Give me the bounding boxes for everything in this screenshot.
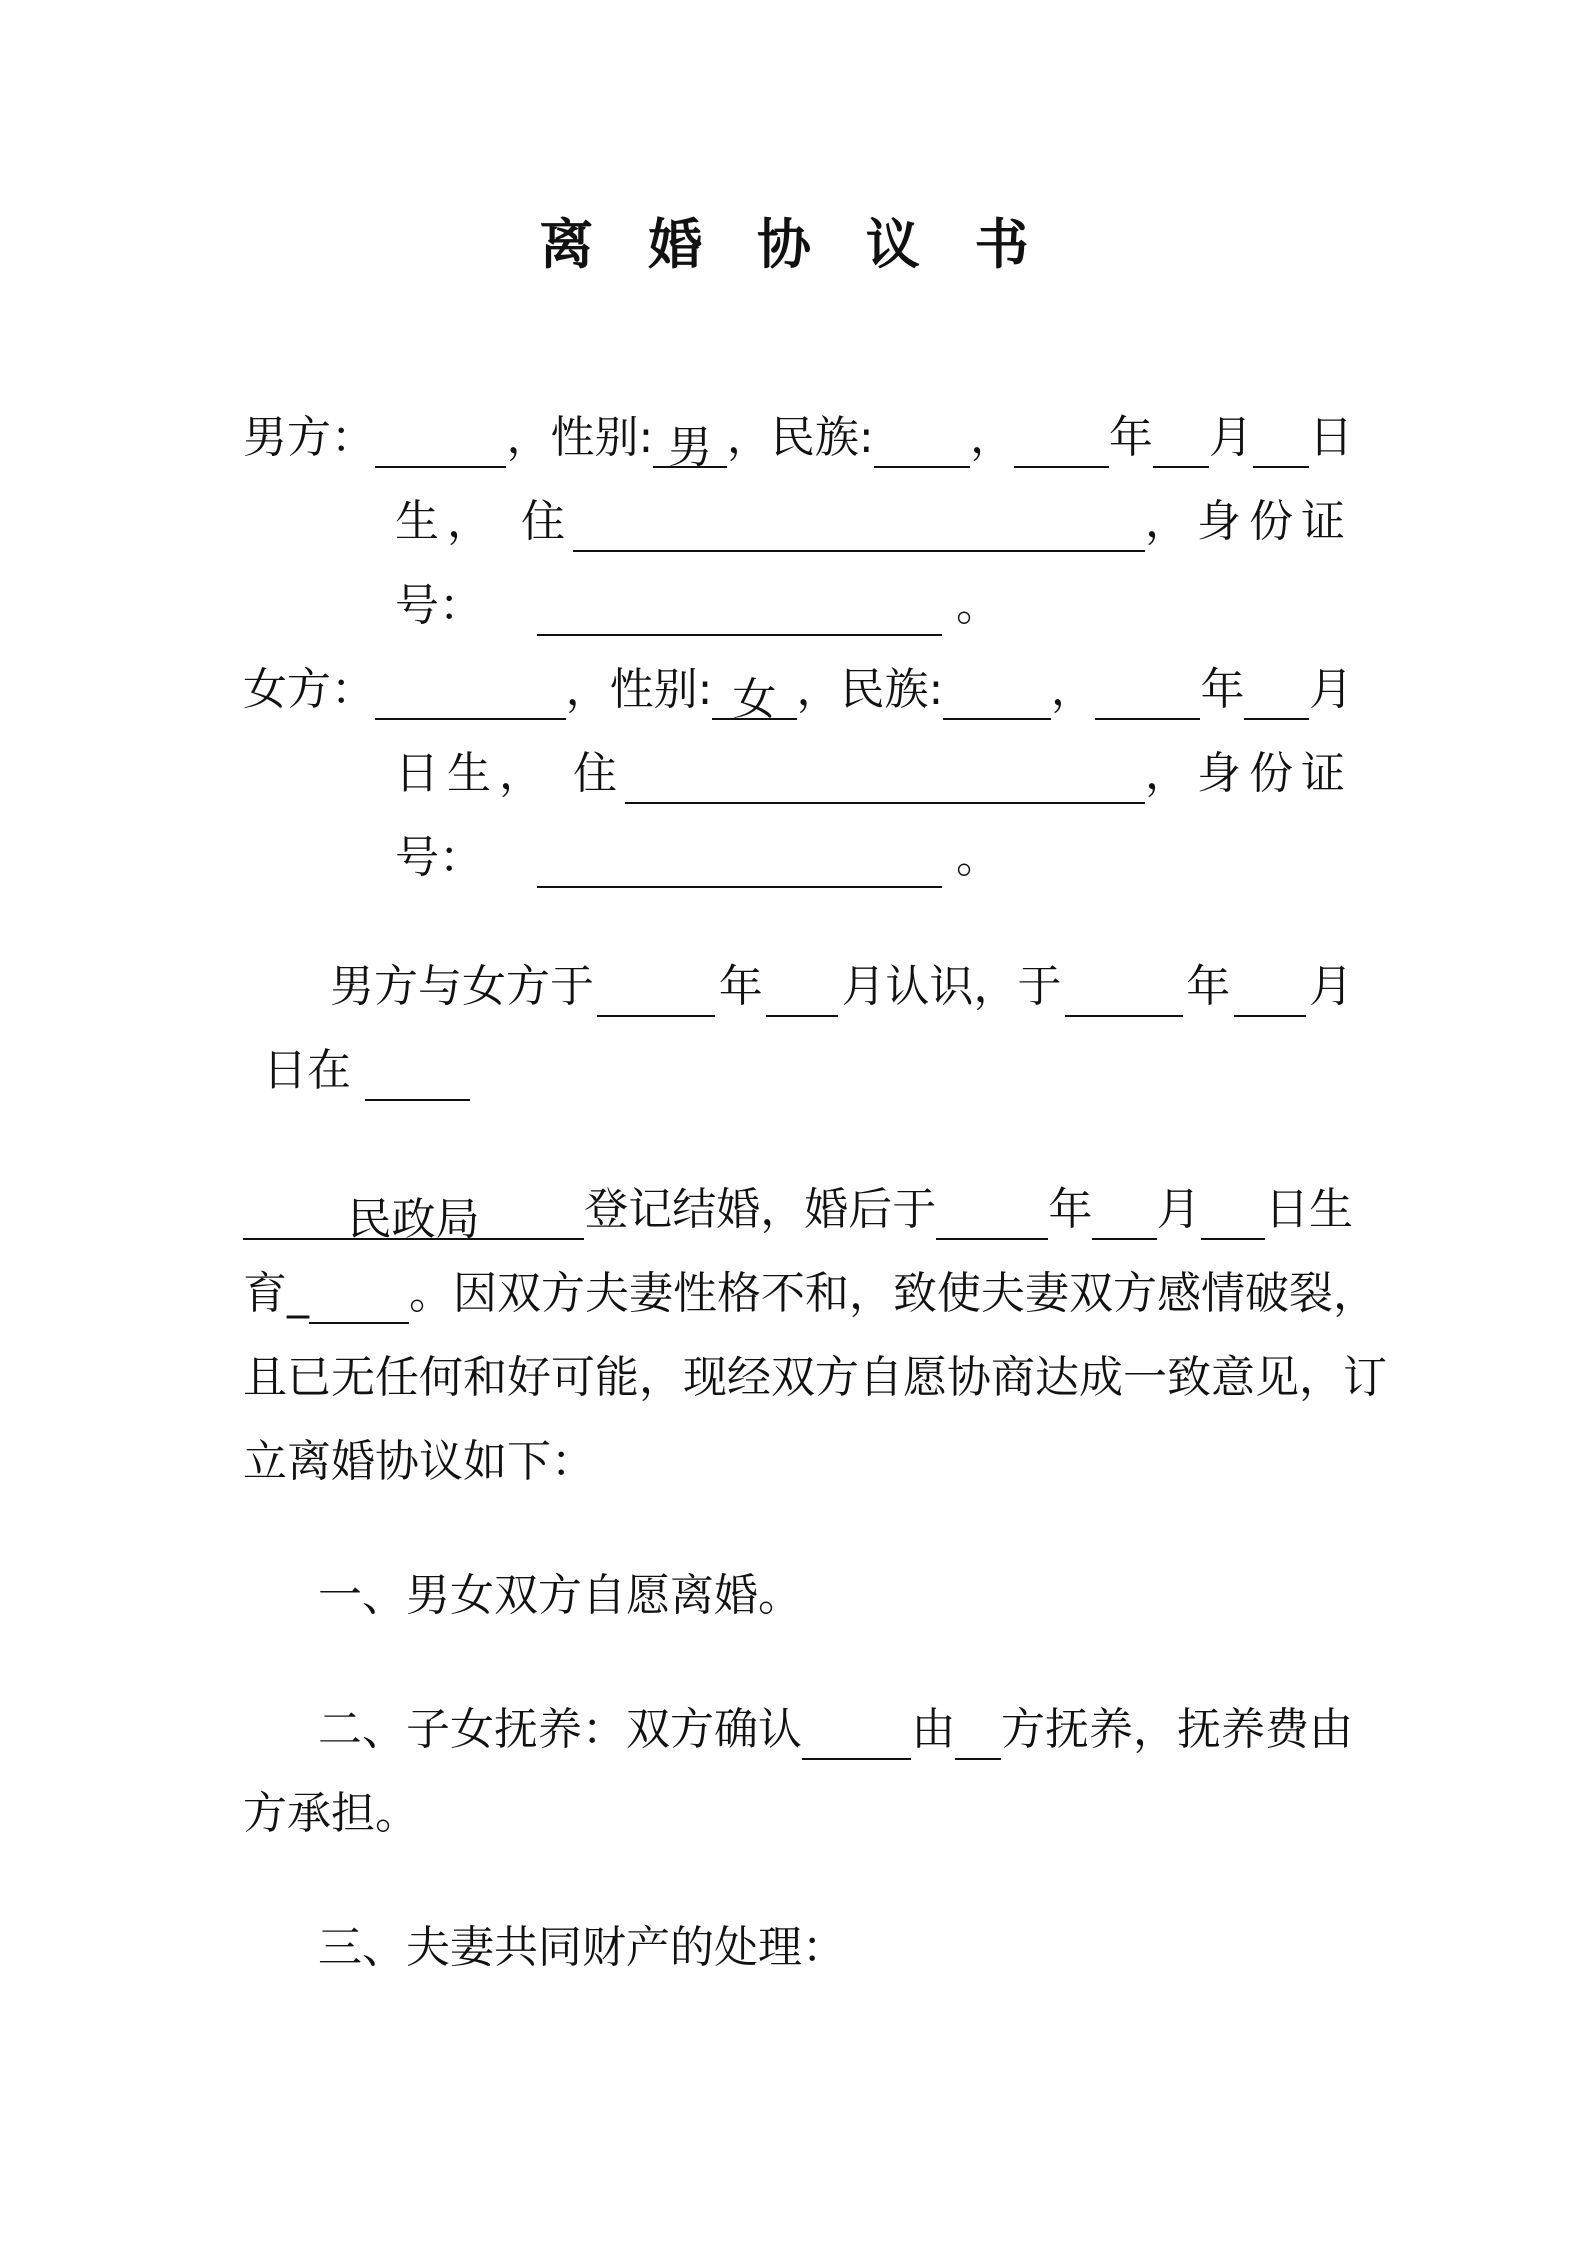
- male-birth-month-blank[interactable]: [1153, 418, 1209, 468]
- female-id-number-blank[interactable]: [537, 838, 942, 888]
- clause-1-text: 一、男女双方自愿离婚。: [318, 1570, 802, 1621]
- male-birth-day-blank[interactable]: [1253, 418, 1309, 468]
- clause-1: [318, 1566, 1353, 1626]
- male-id-label-2: 号：: [395, 580, 483, 631]
- clause-3: [318, 1918, 1353, 1978]
- document-title: 离 婚 协 议 书: [539, 213, 1047, 276]
- female-comma: ，: [1050, 664, 1095, 715]
- female-info-line-2: [395, 744, 1353, 804]
- clause-3-text: 三、夫妻共同财产的处理：: [318, 1922, 846, 1973]
- marry-year-blank[interactable]: [1065, 967, 1183, 1017]
- male-year-label: 年: [1108, 412, 1153, 463]
- marriage-line-2: [263, 1041, 663, 1101]
- female-name-blank[interactable]: [375, 670, 566, 720]
- marriage-line-3: [243, 1180, 1353, 1245]
- female-gender-value: 女: [712, 670, 796, 720]
- female-year-label: 年: [1200, 664, 1245, 715]
- meet-year-label: 年: [718, 961, 763, 1012]
- marry-month-label: 月: [1309, 961, 1353, 1012]
- marriage-text-a: 男方与女方于: [330, 961, 594, 1012]
- birth-day-blank[interactable]: [1201, 1190, 1265, 1240]
- children-blank[interactable]: [309, 1274, 409, 1324]
- male-birth-year-blank[interactable]: [1014, 418, 1109, 468]
- male-name-blank[interactable]: [375, 418, 506, 468]
- male-end-mark: 。: [956, 580, 1000, 631]
- female-ethnicity-label: ，民族:: [796, 664, 944, 715]
- male-address-blank[interactable]: [573, 502, 1145, 552]
- female-id-label-2: 号：: [395, 832, 483, 883]
- birth-month-blank[interactable]: [1092, 1190, 1156, 1240]
- marry-year-label: 年: [1186, 961, 1231, 1012]
- marry-day-at-label: 日在: [263, 1045, 351, 1096]
- marry-month-blank[interactable]: [1234, 967, 1306, 1017]
- meet-month-label: 月认识，于: [841, 961, 1062, 1012]
- male-ethnicity-blank[interactable]: [874, 418, 970, 468]
- female-label: 女方：: [243, 664, 375, 715]
- clause-2-text-a: 二、子女抚养：双方确认: [318, 1704, 802, 1755]
- male-day-label: 日: [1309, 412, 1353, 463]
- birth-year-label: 年: [1048, 1184, 1093, 1235]
- child-name-blank[interactable]: [802, 1710, 911, 1760]
- birth-year-blank[interactable]: [936, 1190, 1048, 1240]
- female-info-line-3: [395, 828, 1353, 888]
- marriage-line-1: [330, 957, 1353, 1017]
- female-address-blank[interactable]: [625, 754, 1145, 804]
- clause-2-text-b: 由: [911, 1704, 956, 1755]
- marriage-line-5: [243, 1348, 1387, 1408]
- female-born-live-label: 日生， 住: [395, 748, 625, 799]
- male-id-number-blank[interactable]: [537, 586, 942, 636]
- male-id-label: ，身份证: [1145, 496, 1353, 547]
- male-info-line-1: [243, 408, 1353, 473]
- female-id-label: ，身份证: [1145, 748, 1353, 799]
- female-ethnicity-blank[interactable]: [943, 670, 1051, 720]
- agreement-text: 且已无任何和好可能，现经双方自愿协商达成一致意见，订: [243, 1352, 1387, 1403]
- male-born-live-label: 生， 住: [395, 496, 573, 547]
- male-month-label: 月: [1208, 412, 1253, 463]
- custody-party-blank[interactable]: [955, 1710, 1001, 1760]
- marriage-line-4: [243, 1264, 1377, 1324]
- female-end-mark: 。: [956, 832, 1000, 883]
- marry-place-blank[interactable]: [365, 1051, 470, 1101]
- bureau-label: 民政局: [347, 1194, 480, 1245]
- agreement-intro: 立离婚协议如下：: [243, 1436, 595, 1487]
- registered-label: 登记结婚，婚后于: [584, 1184, 937, 1235]
- birth-day-label: 日生: [1265, 1184, 1353, 1235]
- male-gender-value: 男: [653, 418, 727, 468]
- clause-2-line-1: [318, 1700, 1353, 1760]
- reason-text: 。因双方夫妻性格不和，致使夫妻双方感情破裂，: [409, 1268, 1377, 1319]
- male-info-line-2: [395, 492, 1353, 552]
- clause-2-line-2: [243, 1784, 1353, 1844]
- female-birth-year-blank[interactable]: [1095, 670, 1201, 720]
- female-month-label: 月: [1308, 664, 1353, 715]
- birth-month-label: 月: [1156, 1184, 1201, 1235]
- female-gender-label: ，性别:: [565, 664, 713, 715]
- female-info-line-1: [243, 660, 1353, 725]
- male-comma: ，: [970, 412, 1015, 463]
- marriage-line-6: [243, 1432, 1353, 1492]
- children-label: 育_: [243, 1268, 309, 1319]
- meet-year-blank[interactable]: [597, 967, 715, 1017]
- male-label: 男方：: [243, 412, 375, 463]
- clause-2-text-d: 方承担。: [243, 1788, 419, 1839]
- male-gender-label: ，性别:: [506, 412, 654, 463]
- male-ethnicity-label: ，民族:: [726, 412, 874, 463]
- meet-month-blank[interactable]: [766, 967, 838, 1017]
- clause-2-text-c: 方抚养，抚养费由: [1001, 1704, 1353, 1755]
- male-info-line-3: [395, 576, 1353, 636]
- female-birth-month-blank[interactable]: [1244, 670, 1309, 720]
- civil-affairs-bureau[interactable]: [243, 1190, 584, 1245]
